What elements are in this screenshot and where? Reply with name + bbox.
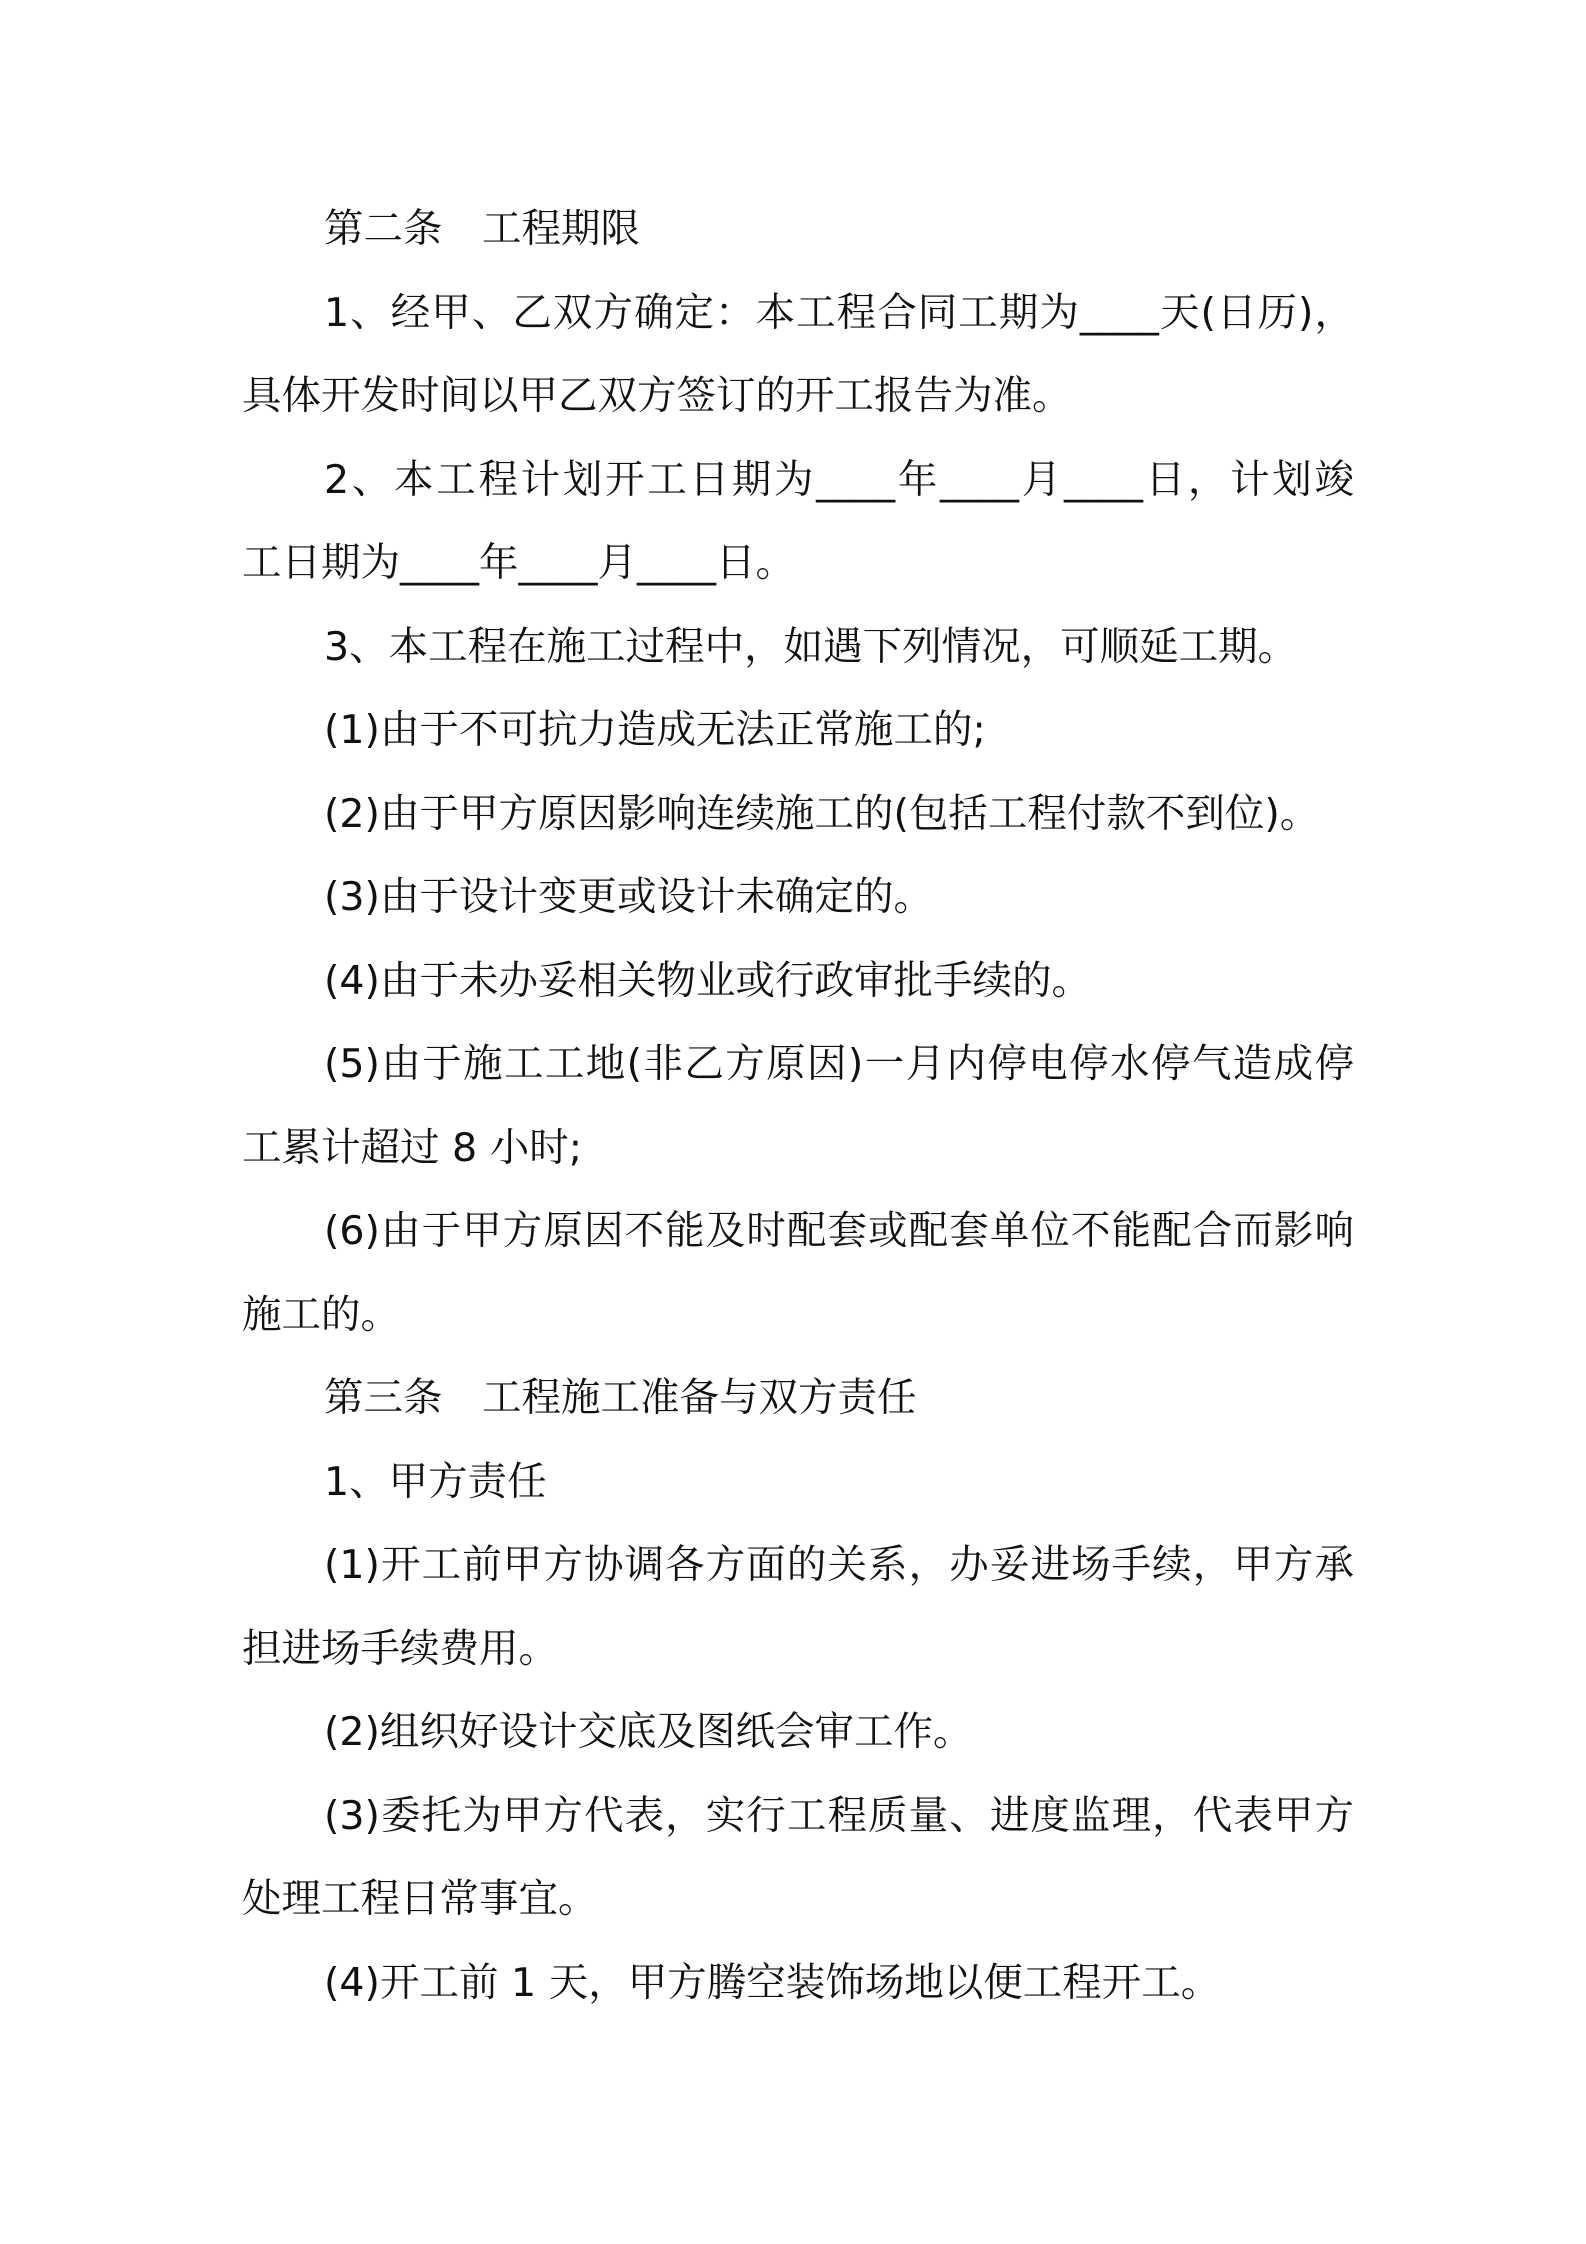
paragraph-line: 工日期为____年____月____日。	[242, 540, 795, 586]
condition-item-3	[0, 856, 1586, 940]
clause-2-1-paragraph	[0, 272, 1586, 439]
paragraph-line: 处理工程日常事宜。	[242, 1876, 598, 1922]
party-a-duty-3	[0, 1775, 1586, 1942]
heading-line: 第二条 工程期限	[324, 206, 640, 252]
paragraph-line: 具体开发时间以甲乙双方签订的开工报告为准。	[242, 373, 1072, 419]
party-a-duty-2	[0, 1691, 1586, 1775]
condition-item-5	[0, 1023, 1586, 1190]
condition-item-4	[0, 940, 1586, 1024]
paragraph-line: 2、本工程计划开工日期为____年____月____日，计划竣	[324, 456, 1354, 503]
party-a-duty-1	[0, 1524, 1586, 1691]
paragraph-line: 1、经甲、乙双方确定：本工程合同工期为____天(日历)，	[324, 289, 1354, 336]
paragraph-line: 3、本工程在施工过程中，如遇下列情况，可顺延工期。	[324, 623, 1298, 670]
paragraph-line: (4)由于未办妥相关物业或行政审批手续的。	[324, 957, 1091, 1004]
paragraph-line: (2)组织好设计交底及图纸会审工作。	[324, 1709, 973, 1755]
clause-2-3-paragraph	[0, 606, 1586, 690]
condition-item-6	[0, 1190, 1586, 1357]
paragraph-line: 施工的。	[242, 1291, 400, 1338]
condition-item-2	[0, 773, 1586, 857]
paragraph-line: (3)由于设计变更或设计未确定的。	[324, 874, 933, 920]
article-3-heading	[0, 1357, 1586, 1441]
paragraph-line: 工累计超过 8 小时;	[242, 1124, 583, 1171]
party-a-responsibility-heading	[0, 1441, 1586, 1525]
paragraph-line: (1)开工前甲方协调各方面的关系，办妥进场手续，甲方承	[324, 1542, 1354, 1588]
paragraph-line: (6)由于甲方原因不能及时配套或配套单位不能配合而影响	[324, 1208, 1354, 1254]
paragraph-line: (3)委托为甲方代表，实行工程质量、进度监理，代表甲方	[324, 1792, 1354, 1839]
paragraph-line: (1)由于不可抗力造成无法正常施工的;	[324, 707, 986, 753]
paragraph-line: 担进场手续费用。	[242, 1625, 558, 1672]
article-2-heading	[0, 188, 1586, 272]
clause-2-2-paragraph	[0, 439, 1586, 606]
paragraph-line: (2)由于甲方原因影响连续施工的(包括工程付款不到位)。	[324, 790, 1320, 837]
party-a-duty-4	[0, 1942, 1586, 2026]
paragraph-line: (4)开工前 1 天，甲方腾空装饰场地以便工程开工。	[324, 1959, 1221, 2006]
heading-line: 第三条 工程施工准备与双方责任	[324, 1375, 917, 1421]
condition-item-1	[0, 689, 1586, 773]
heading-line: 1、甲方责任	[324, 1458, 547, 1505]
contract-document	[0, 188, 1586, 2025]
paragraph-line: (5)由于施工工地(非乙方原因)一月内停电停水停气造成停	[324, 1041, 1354, 1087]
